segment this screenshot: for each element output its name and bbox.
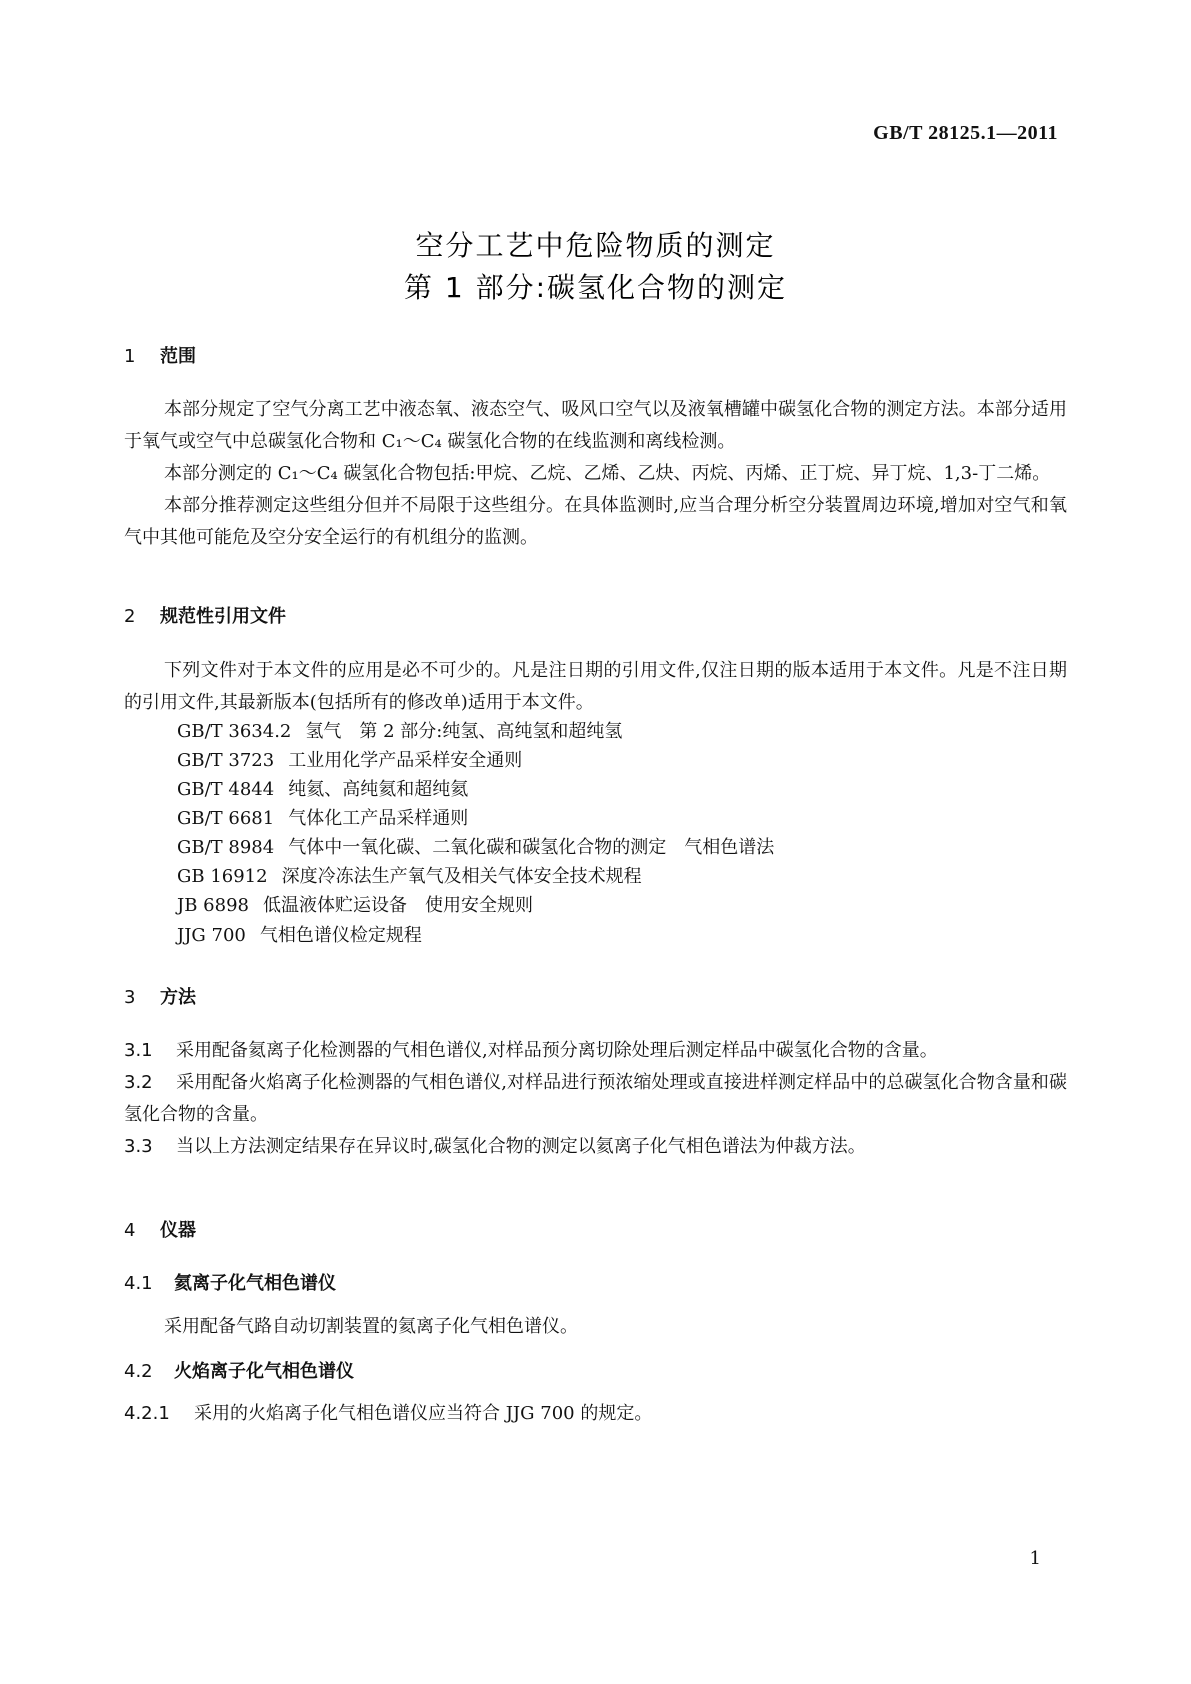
- subsection-4-1-heading: [124, 1269, 1067, 1295]
- section-2-body: [124, 655, 1067, 719]
- subsection-4-1-body: [124, 1311, 1067, 1343]
- section-number: 2: [124, 606, 136, 627]
- reference-title: 气体化工产品采样通则: [288, 808, 469, 829]
- subsection-4-2-heading: [124, 1357, 1067, 1383]
- title-line-1: 空分工艺中危险物质的测定: [415, 229, 776, 262]
- reference-item: [177, 716, 622, 748]
- reference-item: [177, 861, 642, 893]
- reference-code: JJG 700: [177, 925, 246, 946]
- reference-code: GB/T 4844: [177, 779, 275, 800]
- subsection-number: 4.1: [124, 1273, 153, 1294]
- clause-3-2: [124, 1067, 1067, 1131]
- reference-item: [177, 832, 774, 864]
- paragraph: 下列文件对于本文件的应用是必不可少的。凡是注日期的引用文件,仅注日期的版本适用于本文件。凡是不注日期的引用文件,其最新版本(包括所有的修改单)适用于本文件。: [124, 660, 1067, 713]
- section-3-heading: [124, 983, 1067, 1009]
- clause-line: [124, 1398, 1067, 1430]
- reference-item: [177, 774, 468, 806]
- reference-title: 工业用化学产品采样安全通则: [288, 750, 523, 771]
- reference-item: [177, 803, 468, 835]
- section-title: 范围: [160, 346, 196, 367]
- paragraph: 本部分测定的 C₁～C₄ 碳氢化合物包括:甲烷、乙烷、乙烯、乙炔、丙烷、丙烯、正丁烷、异丁烷、1,3-丁二烯。: [164, 463, 1051, 484]
- section-3-body: [124, 1035, 1067, 1163]
- section-1-body: [124, 394, 1067, 554]
- reference-title: 气相色谱仪检定规程: [259, 925, 422, 946]
- paragraph: 本部分推荐测定这些组分但并不局限于这些组分。在具体监测时,应当合理分析空分装置周边环境,增加对空气和氧气中其他可能危及空分安全运行的有机组分的监测。: [124, 495, 1067, 548]
- subsection-title: 火焰离子化气相色谱仪: [174, 1361, 354, 1382]
- standard-code: GB/T 28125.1—2011: [873, 122, 1058, 144]
- clause-number: 3.3: [124, 1136, 153, 1157]
- paragraph: 本部分规定了空气分离工艺中液态氧、液态空气、吸风口空气以及液氧槽罐中碳氢化合物的测定方法。本部分适用于氧气或空气中总碳氢化合物和 C₁～C₄ 碳氢化合物的在线监测和离线检测。: [124, 399, 1067, 452]
- section-title: 规范性引用文件: [160, 606, 286, 627]
- title-line-2: 第 1 部分:碳氢化合物的测定: [403, 271, 788, 304]
- reference-code: GB/T 6681: [177, 808, 275, 829]
- clause-text: 当以上方法测定结果存在异议时,碳氢化合物的测定以氦离子化气相色谱法为仲裁方法。: [176, 1136, 866, 1157]
- page-number: 1: [1029, 1548, 1041, 1569]
- clause-number: 4.2.1: [124, 1403, 170, 1424]
- clause-text: 采用的火焰离子化气相色谱仪应当符合 JJG 700 的规定。: [194, 1403, 653, 1424]
- reference-item: [177, 745, 522, 777]
- paragraph: 采用配备气路自动切割装置的氦离子化气相色谱仪。: [164, 1316, 578, 1337]
- subsection-number: 4.2: [124, 1361, 153, 1382]
- subsection-title: 氦离子化气相色谱仪: [174, 1273, 336, 1294]
- section-title: 方法: [160, 987, 196, 1008]
- reference-title: 深度冷冻法生产氧气及相关气体安全技术规程: [281, 866, 642, 887]
- reference-item: [177, 890, 533, 922]
- clause-3-3: [124, 1131, 1067, 1163]
- reference-code: GB/T 3723: [177, 750, 275, 771]
- reference-code: GB/T 3634.2: [177, 721, 292, 742]
- reference-title: 纯氦、高纯氦和超纯氦: [288, 779, 469, 800]
- clause-4-2-1: [124, 1398, 1067, 1430]
- section-1-heading: [124, 342, 1067, 368]
- clause-number: 3.2: [124, 1072, 153, 1093]
- clause-text: 采用配备氦离子化检测器的气相色谱仪,对样品预分离切除处理后测定样品中碳氢化合物的含量。: [176, 1040, 938, 1061]
- clause-number: 3.1: [124, 1040, 153, 1061]
- section-number: 3: [124, 987, 136, 1008]
- clause-text: 采用配备火焰离子化检测器的气相色谱仪,对样品进行预浓缩处理或直接进样测定样品中的总碳氢化合物含量和碳氢化合物的含量。: [124, 1072, 1067, 1125]
- section-title: 仪器: [160, 1220, 196, 1241]
- reference-title: 气体中一氧化碳、二氧化碳和碳氢化合物的测定 气相色谱法: [288, 837, 775, 858]
- reference-title: 氢气 第 2 部分:纯氢、高纯氢和超纯氢: [305, 721, 623, 742]
- reference-title: 低温液体贮运设备 使用安全规则: [262, 895, 533, 916]
- section-2-heading: [124, 602, 1067, 628]
- reference-item: [177, 920, 422, 952]
- reference-code: GB 16912: [177, 866, 268, 887]
- section-number: 4: [124, 1220, 136, 1241]
- section-number: 1: [124, 346, 136, 367]
- reference-code: GB/T 8984: [177, 837, 275, 858]
- clause-3-1: [124, 1035, 1067, 1067]
- reference-code: JB 6898: [177, 895, 249, 916]
- section-4-heading: [124, 1216, 1067, 1242]
- document-title: [0, 225, 1191, 309]
